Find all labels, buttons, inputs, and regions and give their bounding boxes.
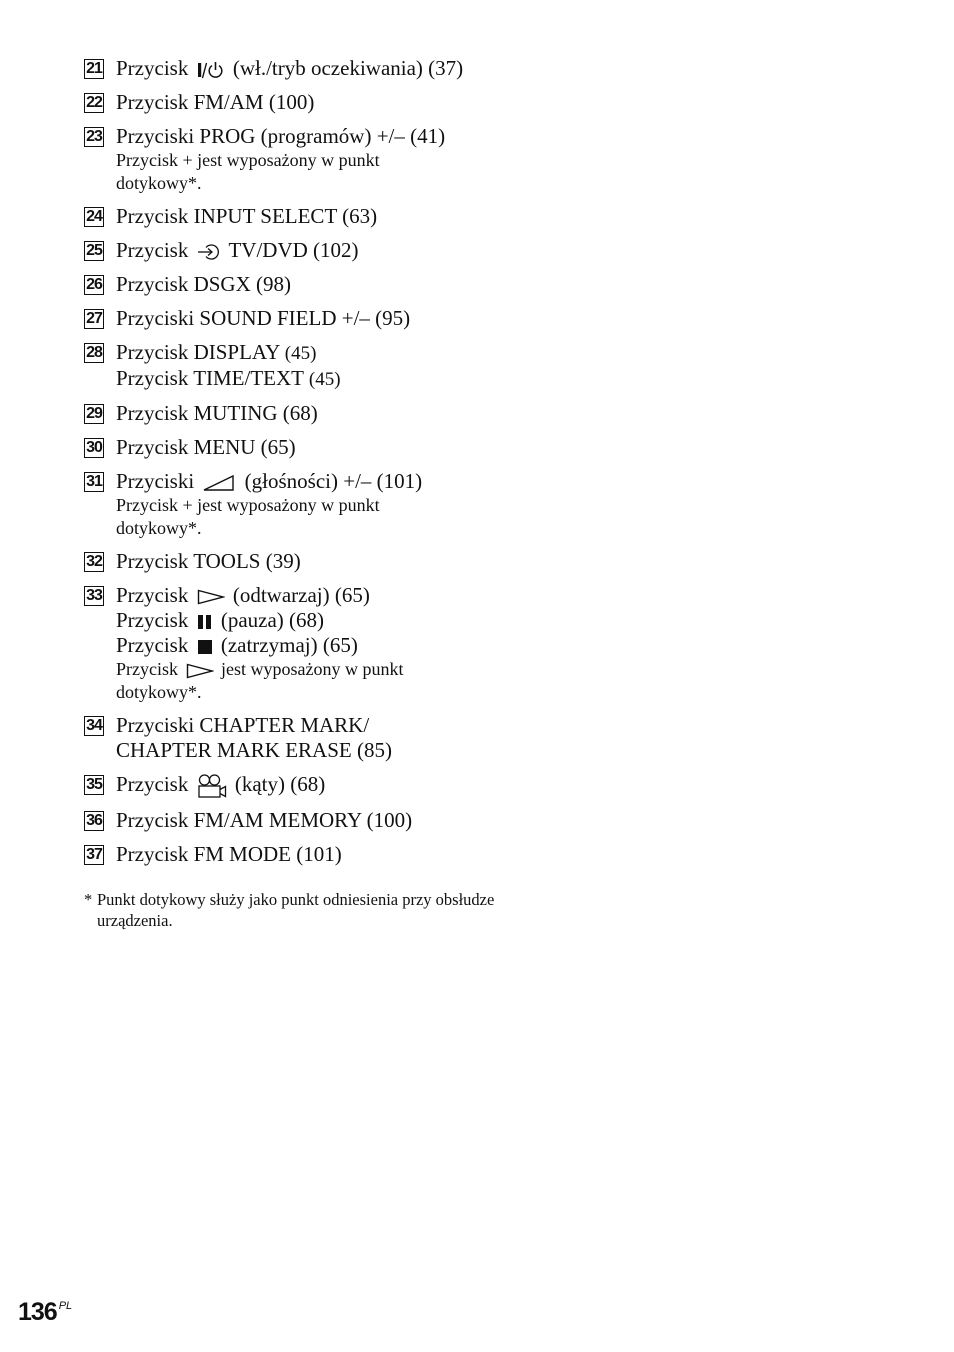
item-note: dotykowy*. bbox=[116, 518, 202, 538]
item-body bbox=[116, 549, 301, 574]
item-note: Przycisk + jest wyposażony w punkt bbox=[116, 150, 380, 170]
item-text: Przycisk DISPLAY bbox=[116, 340, 285, 364]
item-number: 35 bbox=[84, 775, 104, 795]
item-number: 33 bbox=[84, 586, 104, 606]
item-text-end: (kąty) (68) bbox=[229, 772, 326, 796]
list-item bbox=[84, 808, 524, 833]
item-number: 26 bbox=[84, 275, 104, 295]
play-icon bbox=[186, 663, 214, 679]
item-body bbox=[116, 56, 463, 81]
pause-icon bbox=[197, 614, 213, 630]
page-language-code: PL bbox=[58, 1300, 73, 1312]
power-standby-icon bbox=[197, 60, 225, 80]
item-text-end: (głośności) +/– (101) bbox=[239, 469, 423, 493]
item-number: 36 bbox=[84, 811, 104, 831]
item-body bbox=[116, 124, 445, 195]
list-item bbox=[84, 549, 524, 574]
item-body bbox=[116, 469, 422, 540]
item-text: Przycisk bbox=[116, 608, 194, 632]
item-number: 30 bbox=[84, 438, 104, 458]
stop-icon bbox=[197, 639, 213, 655]
list-item bbox=[84, 124, 524, 195]
page-number-value: 136 bbox=[18, 1298, 57, 1326]
item-text: Przyciski PROG (programów) +/– (41) bbox=[116, 124, 446, 148]
item-text: Przycisk bbox=[116, 772, 194, 796]
item-number: 28 bbox=[84, 343, 104, 363]
item-number: 25 bbox=[84, 241, 104, 261]
item-number: 29 bbox=[84, 404, 104, 424]
item-note-end: jest wyposażony w punkt bbox=[216, 659, 404, 679]
item-number: 24 bbox=[84, 207, 104, 227]
item-text: Przycisk TIME/TEXT bbox=[116, 366, 309, 390]
item-body bbox=[116, 435, 296, 460]
list-item bbox=[84, 204, 524, 229]
angle-camera-icon bbox=[197, 773, 227, 799]
volume-icon bbox=[202, 474, 236, 492]
item-note: Przycisk bbox=[116, 659, 183, 679]
input-icon bbox=[197, 243, 221, 261]
list-item bbox=[84, 469, 524, 540]
item-text: Przycisk TOOLS (39) bbox=[116, 549, 301, 573]
item-body bbox=[116, 808, 412, 833]
list-item bbox=[84, 272, 524, 297]
list-item bbox=[84, 306, 524, 331]
list-item bbox=[84, 713, 524, 763]
item-body bbox=[116, 401, 318, 426]
item-number: 21 bbox=[84, 59, 104, 79]
item-text: Przyciski bbox=[116, 469, 200, 493]
item-number: 34 bbox=[84, 716, 104, 736]
item-body bbox=[116, 204, 377, 229]
footnote-marker: * bbox=[84, 890, 93, 909]
item-body bbox=[116, 238, 359, 263]
list-item bbox=[84, 842, 524, 867]
item-text: Przycisk bbox=[116, 633, 194, 657]
list-item bbox=[84, 401, 524, 426]
item-number: 22 bbox=[84, 93, 104, 113]
page-ref: (45) bbox=[308, 369, 341, 390]
item-text: Przycisk MENU (65) bbox=[116, 435, 296, 459]
page-number bbox=[18, 1298, 72, 1327]
item-note: dotykowy*. bbox=[116, 682, 202, 702]
item-body bbox=[116, 340, 341, 392]
page-ref: (45) bbox=[284, 343, 317, 364]
item-body bbox=[116, 713, 392, 763]
item-text: Przycisk INPUT SELECT (63) bbox=[116, 204, 378, 228]
item-text: CHAPTER MARK ERASE (85) bbox=[116, 738, 392, 762]
item-body bbox=[116, 272, 291, 297]
item-body bbox=[116, 583, 403, 704]
item-text: Przycisk DSGX (98) bbox=[116, 272, 291, 296]
item-note: dotykowy*. bbox=[116, 173, 202, 193]
item-body bbox=[116, 772, 325, 799]
list-item bbox=[84, 56, 524, 81]
list-item bbox=[84, 583, 524, 704]
item-text: Przycisk MUTING (68) bbox=[116, 401, 318, 425]
list-item bbox=[84, 435, 524, 460]
item-text-end: TV/DVD (102) bbox=[223, 238, 359, 262]
item-number: 27 bbox=[84, 309, 104, 329]
item-number: 23 bbox=[84, 127, 104, 147]
item-body bbox=[116, 842, 342, 867]
item-number: 31 bbox=[84, 472, 104, 492]
item-text-end: (pauza) (68) bbox=[215, 608, 325, 632]
item-text: Przycisk bbox=[116, 56, 194, 80]
item-body bbox=[116, 306, 410, 331]
item-text: Przycisk bbox=[116, 583, 194, 607]
item-body bbox=[116, 90, 314, 115]
item-text: Przyciski SOUND FIELD +/– (95) bbox=[116, 306, 411, 330]
list-item bbox=[84, 340, 524, 392]
item-text: Przycisk FM MODE (101) bbox=[116, 842, 342, 867]
button-list bbox=[84, 56, 524, 876]
item-text-end: (wł./tryb oczekiwania) (37) bbox=[227, 56, 464, 80]
item-text: Przycisk FM/AM (100) bbox=[116, 90, 315, 114]
item-text-end: (zatrzymaj) (65) bbox=[215, 633, 358, 657]
item-text: Przycisk FM/AM MEMORY (100) bbox=[116, 808, 413, 833]
list-item bbox=[84, 238, 524, 263]
item-text: Przycisk bbox=[116, 238, 194, 262]
list-item bbox=[84, 772, 524, 799]
item-number: 37 bbox=[84, 845, 104, 865]
list-item bbox=[84, 90, 524, 115]
play-icon bbox=[197, 589, 225, 605]
item-text: Przyciski CHAPTER MARK/ bbox=[116, 713, 370, 737]
item-text-end: (odtwarzaj) (65) bbox=[227, 583, 370, 607]
item-number: 32 bbox=[84, 552, 104, 572]
item-note: Przycisk + jest wyposażony w punkt bbox=[116, 495, 380, 515]
footnote-text: Punkt dotykowy służy jako punkt odniesienia przy obsłudze urządzenia. bbox=[97, 890, 495, 930]
footnote bbox=[84, 889, 504, 931]
